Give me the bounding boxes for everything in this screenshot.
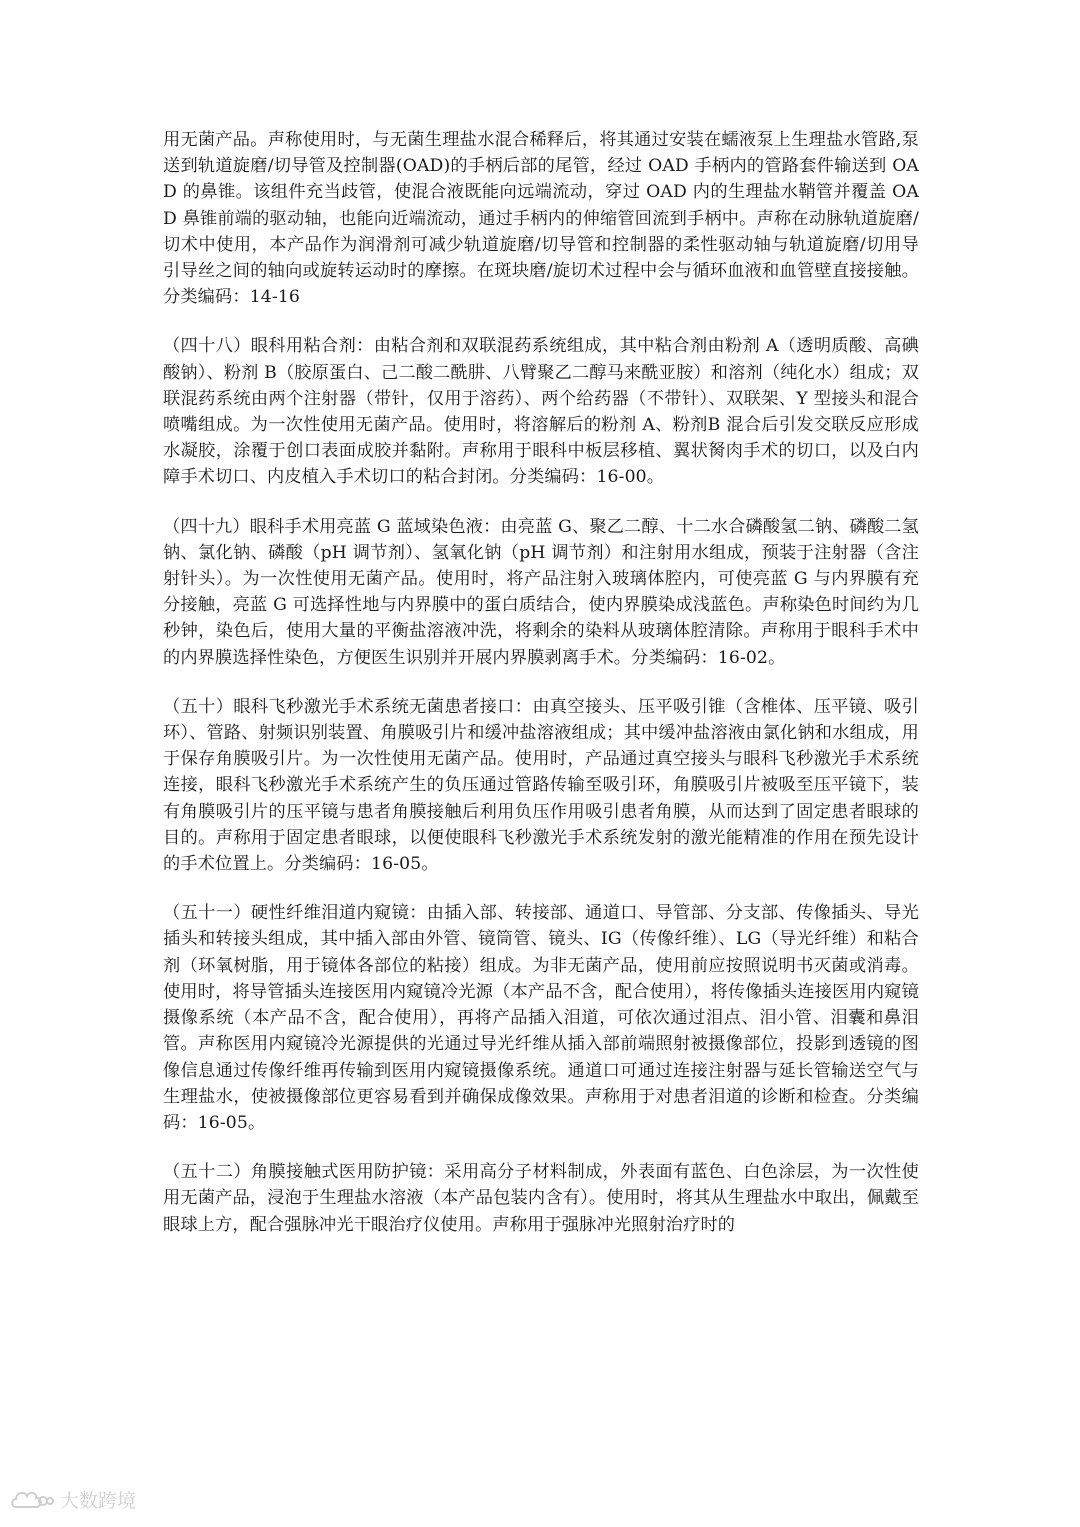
paragraph-item-52: （五十二）角膜接触式医用防护镜：采用高分子材料制成，外表面有蓝色、白色涂层，为一次性使用无菌产品，浸泡于生理盐水溶液（本产品包装内含有）。使用时，将其从生理盐水中取出，佩戴至眼球上方，配合强脉冲光干眼治疗仪使用。声称用于强脉冲光照射治疗时的 (163, 1162, 919, 1235)
watermark (10, 1486, 136, 1513)
paragraph-item-49: （四十九）眼科手术用亮蓝 G 蓝域染色液：由亮蓝 G、聚乙二醇、十二水合磷酸氢二钠、磷酸二氢钠、氯化钠、磷酸（pH 调节剂）、氢氧化钠（pH 调节剂）和注射用水组成，预装于注射器（含注射针头）。为一次性使用无菌产品。使用时，将产品注射入玻璃体腔内，可使亮蓝 G 与内界膜有充分接触，亮蓝 G 可选择性地与内界膜中的蛋白质结合，使内界膜染成浅蓝色。声称染色时间约为几秒钟，染色后，使用大量的平衡盐溶液冲洗，将剩余的染料从玻璃体腔清除。声称用于眼科手术中的内界膜选择性染色，方便医生识别并开展内界膜剥离手术。分类编码：16-02。 (163, 516, 919, 668)
paragraph-continuation: 用无菌产品。声称使用时，与无菌生理盐水混合稀释后，将其通过安装在蠕液泵上生理盐水管路,泵送到轨道旋磨/切导管及控制器(OAD)的手柄后部的尾管，经过 OAD 手柄内的管路套件输送到 OAD 的鼻锥。该组件充当歧管，使混合液既能向远端流动，穿过 OAD 内的生理盐水鞘管并覆盖 OAD 鼻锥前端的驱动轴，也能向近端流动，通过手柄内的伸缩管回流到手柄中。声称在动脉轨道旋磨/切术中使用，本产品作为润滑剂可减少轨道旋磨/切导管和控制器的柔性驱动轴与轨道旋磨/切用导引导丝之间的轴向或旋转运动时的摩擦。在斑块磨/旋切术过程中会与循环血液和血管壁直接接触。分类编码：14-16 (163, 130, 919, 308)
paragraph-item-48: （四十八）眼科用粘合剂：由粘合剂和双联混药系统组成，其中粘合剂由粉剂 A（透明质酸、高碘酸钠）、粉剂 B（胶原蛋白、己二酸二酰肼、八臂聚乙二醇马来酰亚胺）和溶剂（纯化水）组成；双联混药系统由两个注射器（带针，仅用于溶药）、两个给药器（不带针）、双联架、Y 型接头和混合喷嘴组成。为一次性使用无菌产品。使用时，将溶解后的粉剂 A、粉剂B 混合后引发交联反应形成水凝胶，涂覆于创口表面成胶并黏附。声称用于眼科中板层移植、翼状胬肉手术的切口，以及白内障手术切口、内皮植入手术切口的粘合封闭。分类编码：16-00。 (163, 336, 919, 488)
paragraph-item-51: （五十一）硬性纤维泪道内窥镜：由插入部、转接部、通道口、导管部、分支部、传像插头、导光插头和转接头组成，其中插入部由外管、镜筒管、镜头、IG（传像纤维）、LG（导光纤维）和粘合剂（环氧树脂，用于镜体各部位的粘接）组成。为非无菌产品，使用前应按照说明书灭菌或消毒。使用时，将导管插头连接医用内窥镜冷光源（本产品不含，配合使用），将传像插头连接医用内窥镜摄像系统（本产品不含，配合使用），再将产品插入泪道，可依次通过泪点、泪小管、泪囊和鼻泪管。声称医用内窥镜冷光源提供的光通过导光纤维从插入部前端照射被摄像部位，投影到透镜的图像信息通过传像纤维再传输到医用内窥镜摄像系统。通道口可通过连接注射器与延长管输送空气与生理盐水，使被摄像部位更容易看到并确保成像效果。声称用于对患者泪道的诊断和检查。分类编码：16-05。 (163, 903, 919, 1133)
document-body (163, 127, 919, 1261)
cloud-logo-icon (10, 1487, 54, 1513)
paragraph-item-50: （五十）眼科飞秒激光手术系统无菌患者接口：由真空接头、压平吸引锥（含椎体、压平镜、吸引环）、管路、射频识别装置、角膜吸引片和缓冲盐溶液组成；其中缓冲盐溶液由氯化钠和水组成，用于保存角膜吸引片。为一次性使用无菌产品。使用时，产品通过真空接头与眼科飞秒激光手术系统连接，眼科飞秒激光手术系统产生的负压通过管路传输至吸引环，角膜吸引片被吸至压平镜下，装有角膜吸引片的压平镜与患者角膜接触后利用负压作用吸引患者角膜，从而达到了固定患者眼球的目的。声称用于固定患者眼球，以便使眼科飞秒激光手术系统发射的激光能精准的作用在预先设计的手术位置上。分类编码：16-05。 (163, 696, 919, 875)
watermark-text: 大数跨境 (60, 1490, 137, 1512)
